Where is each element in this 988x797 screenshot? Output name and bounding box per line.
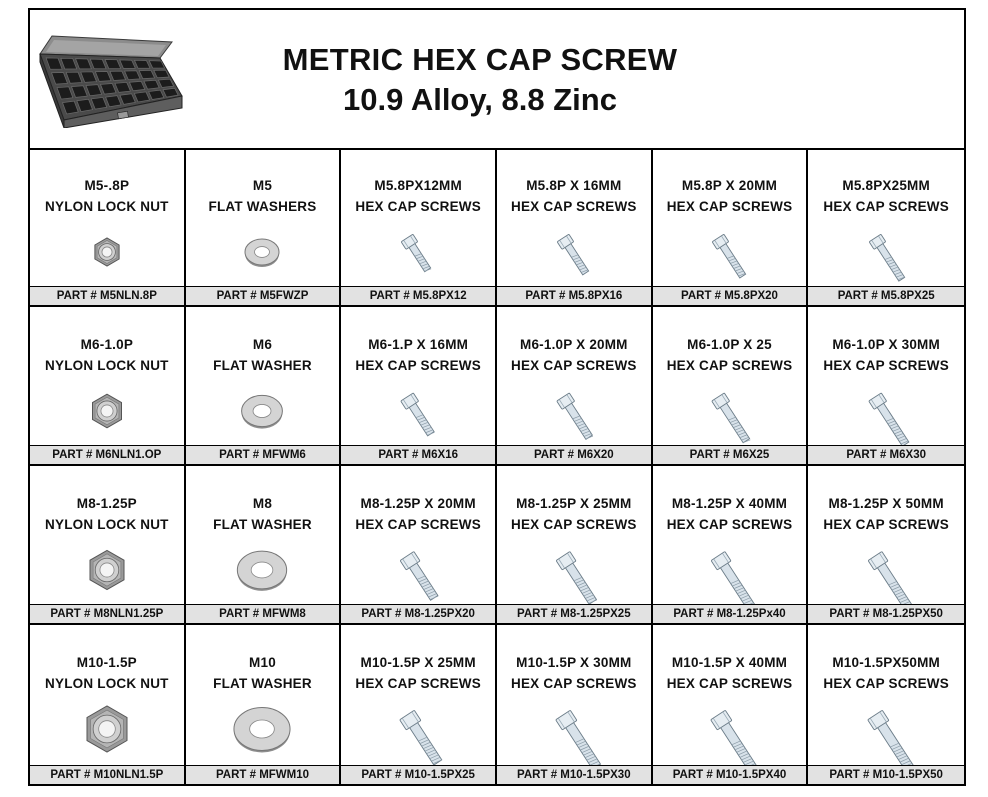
product-cell — [497, 307, 653, 466]
part-number: PART # M8-1.25Px40 — [653, 604, 807, 623]
product-size: M5.8P X 20MM — [681, 178, 778, 193]
part-number: PART # MFWM8 — [186, 604, 340, 623]
product-cell — [341, 307, 497, 466]
product-size: M6 — [252, 337, 273, 352]
screw-image — [831, 220, 941, 288]
part-number: PART # M8-1.25PX20 — [341, 604, 495, 623]
part-number: PART # MFWM10 — [186, 765, 340, 784]
part-number: PART # M6X16 — [341, 445, 495, 464]
product-type: HEX CAP SCREWS — [666, 358, 793, 373]
product-size: M6-1.0P — [80, 337, 134, 352]
product-type: HEX CAP SCREWS — [666, 676, 793, 691]
product-cell — [30, 148, 186, 307]
screw-image — [831, 379, 941, 447]
product-size: M10-1.5P X 25MM — [360, 655, 476, 670]
product-type: NYLON LOCK NUT — [45, 199, 169, 214]
part-number: PART # M6X20 — [497, 445, 651, 464]
product-type: HEX CAP SCREWS — [355, 199, 481, 214]
product-type: NYLON LOCK NUT — [45, 517, 169, 532]
product-cell — [497, 625, 653, 784]
part-number: PART # M10-1.5PX50 — [808, 765, 964, 784]
screw-image — [519, 538, 629, 606]
nut-image — [52, 697, 162, 765]
product-size: M8-1.25P — [76, 496, 137, 511]
screw-image — [363, 379, 473, 447]
nut-image — [52, 220, 162, 288]
product-size: M8-1.25P X 50MM — [828, 496, 944, 511]
product-cell — [341, 466, 497, 625]
product-cell — [30, 307, 186, 466]
catalog-header — [30, 10, 964, 150]
product-size: M5 — [252, 178, 273, 193]
washer-image — [207, 220, 317, 288]
product-cell — [808, 148, 964, 307]
part-number: PART # M5.8PX25 — [808, 286, 964, 305]
screw-image — [363, 538, 473, 606]
product-type: HEX CAP SCREWS — [823, 676, 949, 691]
product-type: HEX CAP SCREWS — [666, 517, 793, 532]
product-cell — [30, 466, 186, 625]
product-size: M5.8PX25MM — [842, 178, 930, 193]
nut-image — [52, 538, 162, 606]
product-size: M6-1.0P X 30MM — [832, 337, 940, 352]
screw-image — [363, 697, 473, 765]
product-size: M8-1.25P X 20MM — [360, 496, 476, 511]
product-type: FLAT WASHER — [213, 517, 312, 532]
product-type: FLAT WASHER — [213, 358, 312, 373]
part-number: PART # M5.8PX16 — [497, 286, 651, 305]
part-number: PART # M5.8PX20 — [653, 286, 807, 305]
part-number: PART # M10-1.5PX30 — [497, 765, 651, 784]
product-cell — [808, 625, 964, 784]
part-number: PART # MFWM6 — [186, 445, 340, 464]
part-number: PART # M10NLN1.5P — [30, 765, 184, 784]
product-type: HEX CAP SCREWS — [355, 358, 481, 373]
product-size: M6-1.0P X 20MM — [520, 337, 628, 352]
product-cell — [497, 466, 653, 625]
product-type: NYLON LOCK NUT — [45, 676, 169, 691]
product-type: HEX CAP SCREWS — [666, 199, 793, 214]
product-cell — [653, 307, 809, 466]
product-size: M5-.8P — [84, 178, 130, 193]
product-size: M10 — [249, 655, 276, 670]
part-number: PART # M6NLN1.OP — [30, 445, 184, 464]
product-size: M5.8PX12MM — [374, 178, 462, 193]
product-size: M10-1.5P X 30MM — [516, 655, 632, 670]
product-cell — [808, 466, 964, 625]
part-number: PART # M8NLN1.25P — [30, 604, 184, 623]
drawer-tray-image — [34, 28, 186, 128]
product-cell — [186, 466, 342, 625]
product-cell — [186, 148, 342, 307]
product-cell — [30, 625, 186, 784]
product-type: FLAT WASHERS — [208, 199, 317, 214]
product-type: HEX CAP SCREWS — [511, 676, 637, 691]
screw-image — [519, 697, 629, 765]
product-grid — [30, 148, 964, 784]
product-cell — [186, 307, 342, 466]
product-size: M8 — [252, 496, 273, 511]
product-cell — [808, 307, 964, 466]
screw-image — [674, 538, 784, 606]
screw-image — [831, 538, 941, 606]
screw-image — [363, 220, 473, 288]
product-type: HEX CAP SCREWS — [355, 517, 481, 532]
washer-image — [207, 697, 317, 765]
product-type: HEX CAP SCREWS — [823, 517, 949, 532]
product-type: HEX CAP SCREWS — [355, 676, 481, 691]
part-number: PART # M10-1.5PX25 — [341, 765, 495, 784]
screw-image — [519, 379, 629, 447]
product-size: M8-1.25P X 25MM — [516, 496, 632, 511]
nut-image — [52, 379, 162, 447]
product-size: M10-1.5P — [76, 655, 137, 670]
part-number: PART # M5.8PX12 — [341, 286, 495, 305]
product-size: M5.8P X 16MM — [526, 178, 622, 193]
screw-image — [674, 379, 784, 447]
product-type: HEX CAP SCREWS — [823, 358, 949, 373]
product-size: M6-1.0P X 25 — [687, 337, 772, 352]
screw-image — [831, 697, 941, 765]
part-number: PART # M8-1.25PX25 — [497, 604, 651, 623]
screw-image — [674, 697, 784, 765]
product-size: M10-1.5PX50MM — [832, 655, 940, 670]
part-number: PART # M6X30 — [808, 445, 964, 464]
product-cell — [497, 148, 653, 307]
product-cell — [341, 148, 497, 307]
product-type: HEX CAP SCREWS — [511, 517, 637, 532]
catalog-sheet — [28, 8, 966, 786]
part-number: PART # M10-1.5PX40 — [653, 765, 807, 784]
product-cell — [653, 625, 809, 784]
product-type: HEX CAP SCREWS — [823, 199, 949, 214]
washer-image — [207, 379, 317, 447]
part-number: PART # M5NLN.8P — [30, 286, 184, 305]
washer-image — [207, 538, 317, 606]
product-type: FLAT WASHER — [213, 676, 312, 691]
product-cell — [653, 148, 809, 307]
screw-image — [519, 220, 629, 288]
product-cell — [653, 466, 809, 625]
product-cell — [341, 625, 497, 784]
product-type: HEX CAP SCREWS — [511, 358, 637, 373]
part-number: PART # M8-1.25PX50 — [808, 604, 964, 623]
part-number: PART # M5FWZP — [186, 286, 340, 305]
product-cell — [186, 625, 342, 784]
product-type: HEX CAP SCREWS — [511, 199, 637, 214]
product-type: NYLON LOCK NUT — [45, 358, 169, 373]
product-size: M8-1.25P X 40MM — [671, 496, 788, 511]
catalog-subtitle: 10.9 Alloy, 8.8 Zinc — [343, 82, 617, 117]
product-size: M6-1.P X 16MM — [368, 337, 469, 352]
part-number: PART # M6X25 — [653, 445, 807, 464]
catalog-title: METRIC HEX CAP SCREW — [282, 42, 678, 77]
product-size: M10-1.5P X 40MM — [671, 655, 788, 670]
screw-image — [674, 220, 784, 288]
